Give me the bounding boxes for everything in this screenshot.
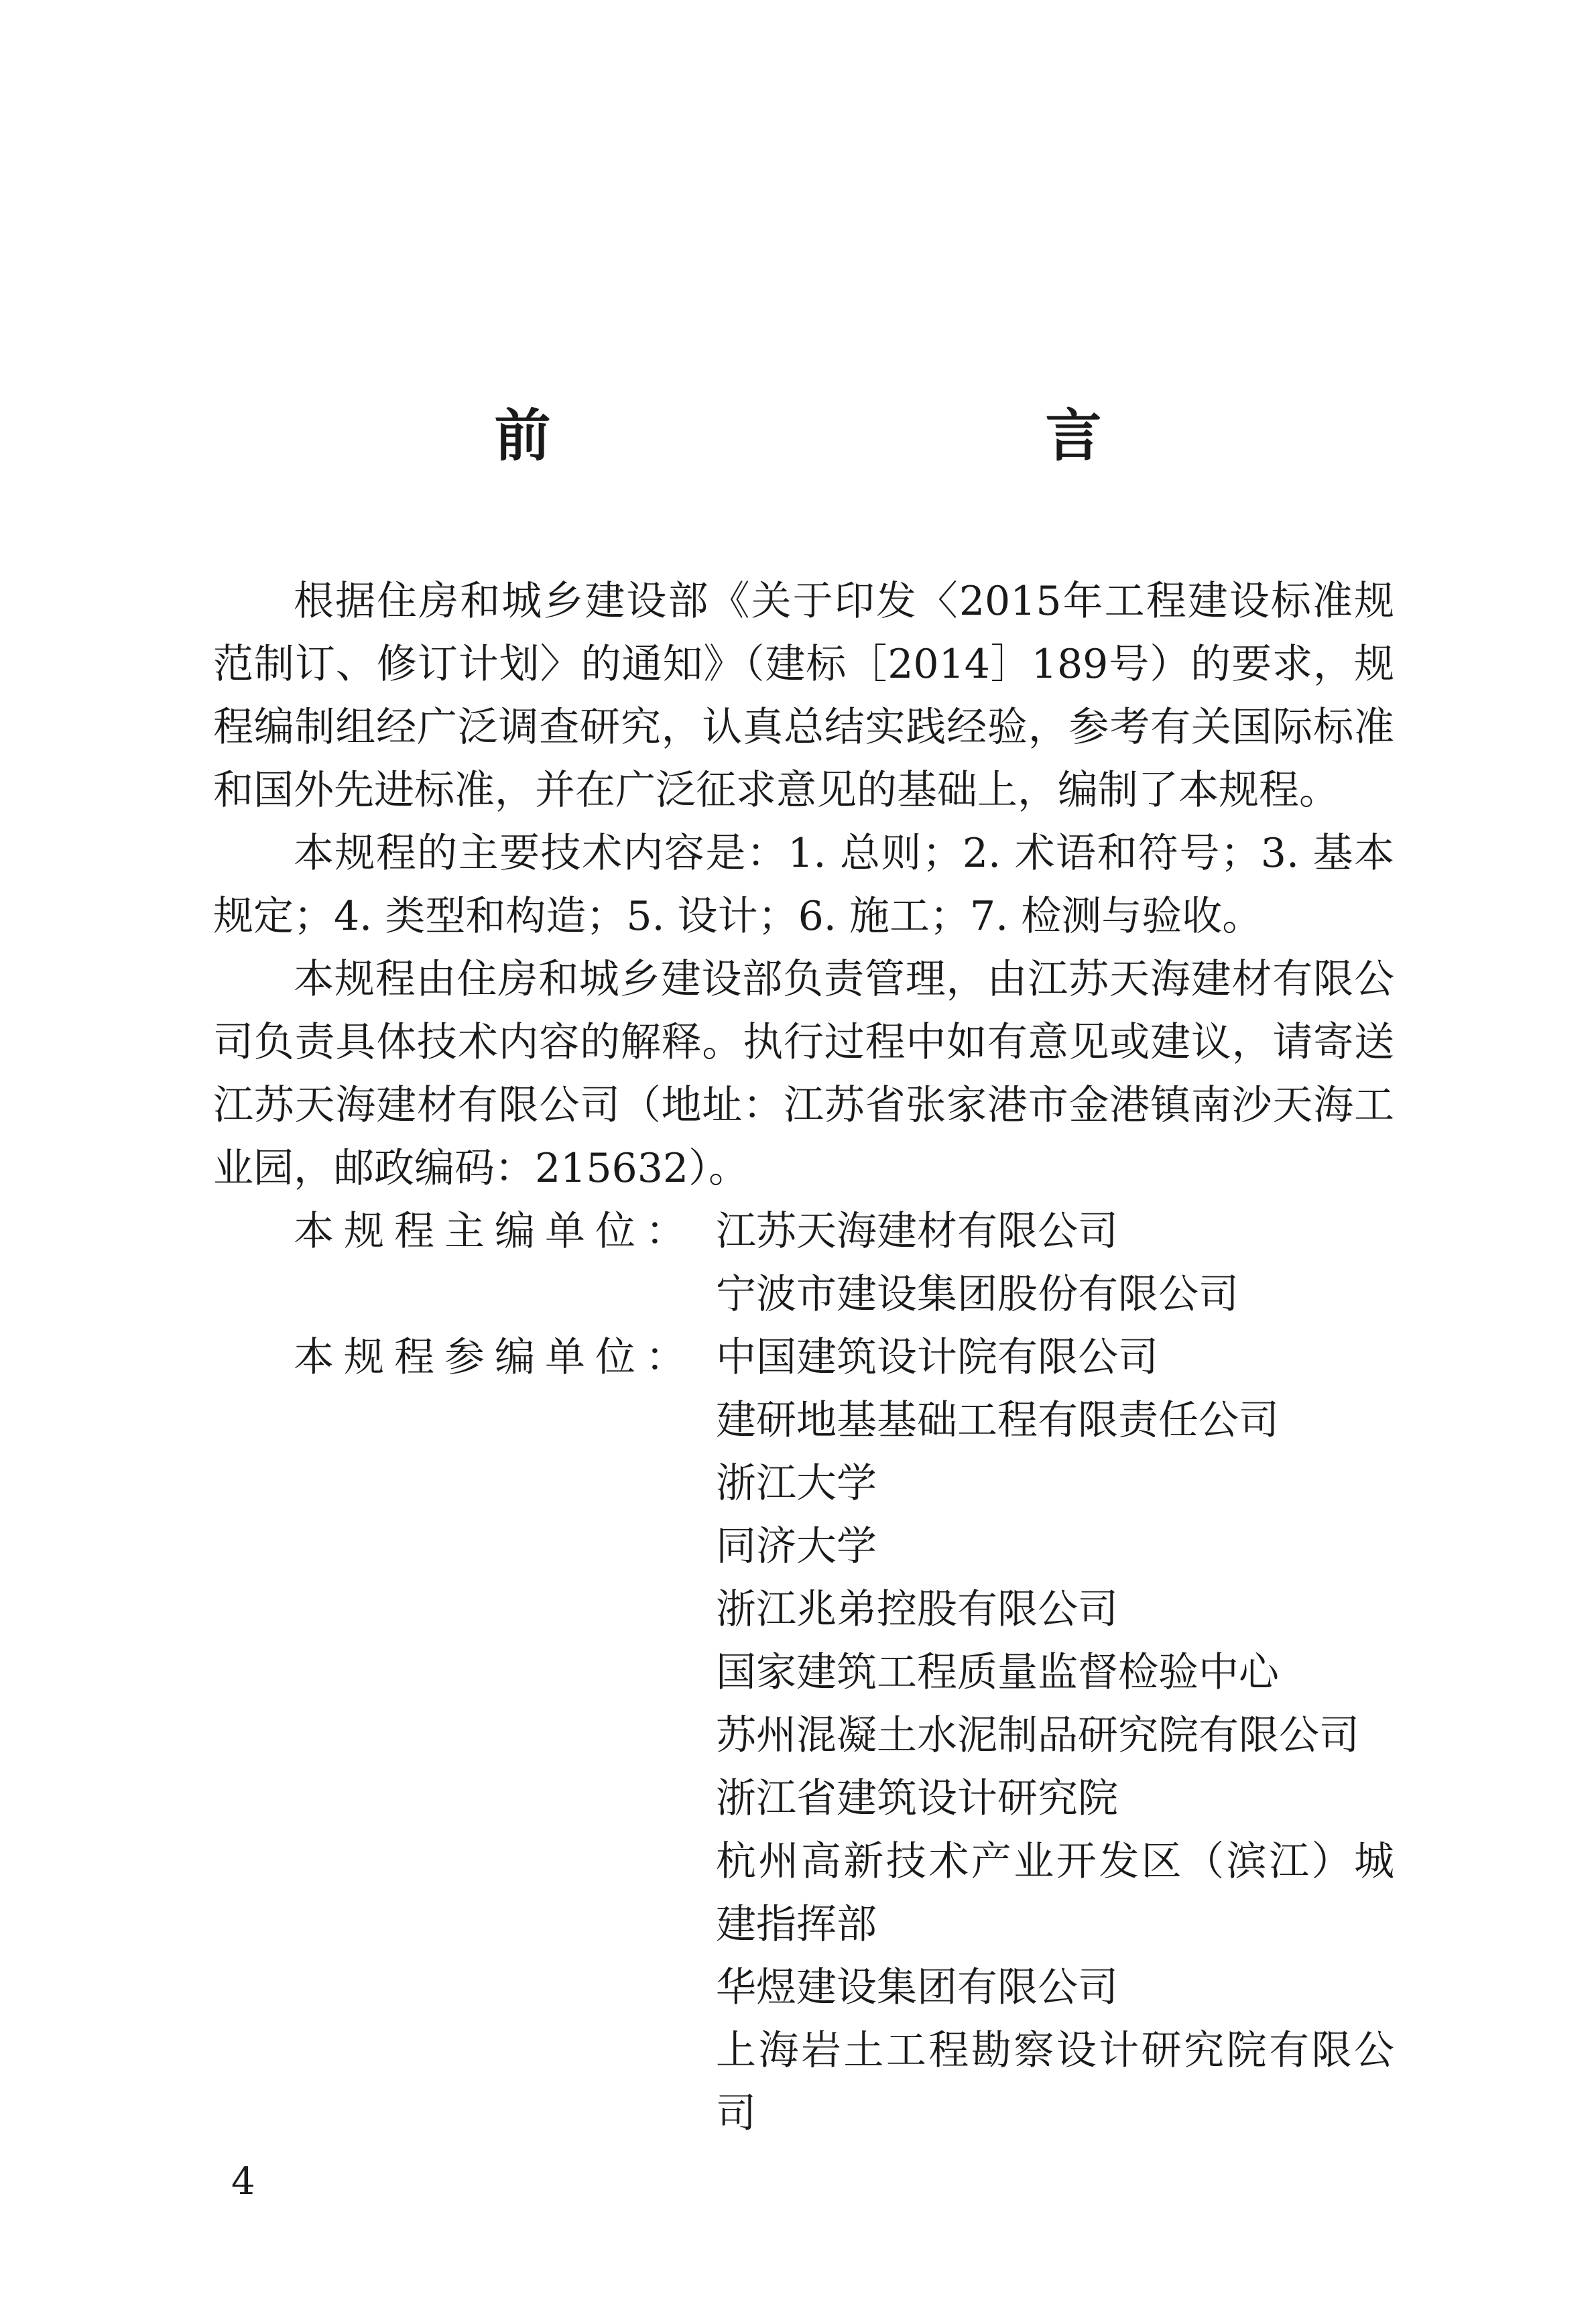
participating-editors-label: 本规程参编单位： (294, 1334, 696, 1381)
chief-editors-list (716, 1200, 1394, 1326)
participating-unit: 浙江大学 (716, 1460, 877, 1507)
participating-unit: 上海岩土工程勘察设计研究院有限公司 (716, 2027, 1394, 2137)
preface-body (213, 570, 1394, 2145)
chief-editor-unit: 江苏天海建材有限公司 (716, 1208, 1118, 1255)
chief-editor-unit: 宁波市建设集团股份有限公司 (716, 1271, 1239, 1318)
participating-unit: 华煜建设集团有限公司 (716, 1964, 1118, 2011)
chief-editors-block (213, 1200, 1394, 1326)
page-title: 前 言 (494, 402, 1229, 469)
chief-editors-label: 本规程主编单位： (294, 1208, 696, 1255)
participating-unit: 苏州混凝土水泥制品研究院有限公司 (716, 1712, 1359, 1759)
participating-editors-list (716, 1326, 1394, 2145)
participating-unit: 杭州高新技术产业开发区（滨江）城建指挥部 (716, 1838, 1394, 1948)
participating-editors-block (213, 1326, 1394, 2145)
paragraph-management: 本规程由住房和城乡建设部负责管理，由江苏天海建材有限公司负责具体技术内容的解释。执行过程中如有意见或建议，请寄送江苏天海建材有限公司（地址：江苏省张家港市金港镇南沙天海工业园，邮政编码：215632）。 (213, 956, 1394, 1192)
participating-unit: 中国建筑设计院有限公司 (716, 1334, 1158, 1381)
participating-unit: 建研地基基础工程有限责任公司 (716, 1397, 1279, 1444)
participating-unit: 浙江省建筑设计研究院 (716, 1775, 1118, 1822)
participating-unit: 同济大学 (716, 1523, 877, 1570)
participating-unit: 浙江兆弟控股有限公司 (716, 1586, 1118, 1633)
paragraph-contents: 本规程的主要技术内容是：1. 总则；2. 术语和符号；3. 基本规定；4. 类型和构造；5. 设计；6. 施工；7. 检测与验收。 (213, 830, 1394, 940)
participating-unit: 国家建筑工程质量监督检验中心 (716, 1649, 1279, 1696)
page-number: 4 (231, 2160, 255, 2203)
paragraph-background: 根据住房和城乡建设部《关于印发〈2015年工程建设标准规范制订、修订计划〉的通知》（建标［2014］189号）的要求，规程编制组经广泛调查研究，认真总结实践经验，参考有关国际标准和国外先进标准，并在广泛征求意见的基础上，编制了本规程。 (213, 578, 1394, 814)
